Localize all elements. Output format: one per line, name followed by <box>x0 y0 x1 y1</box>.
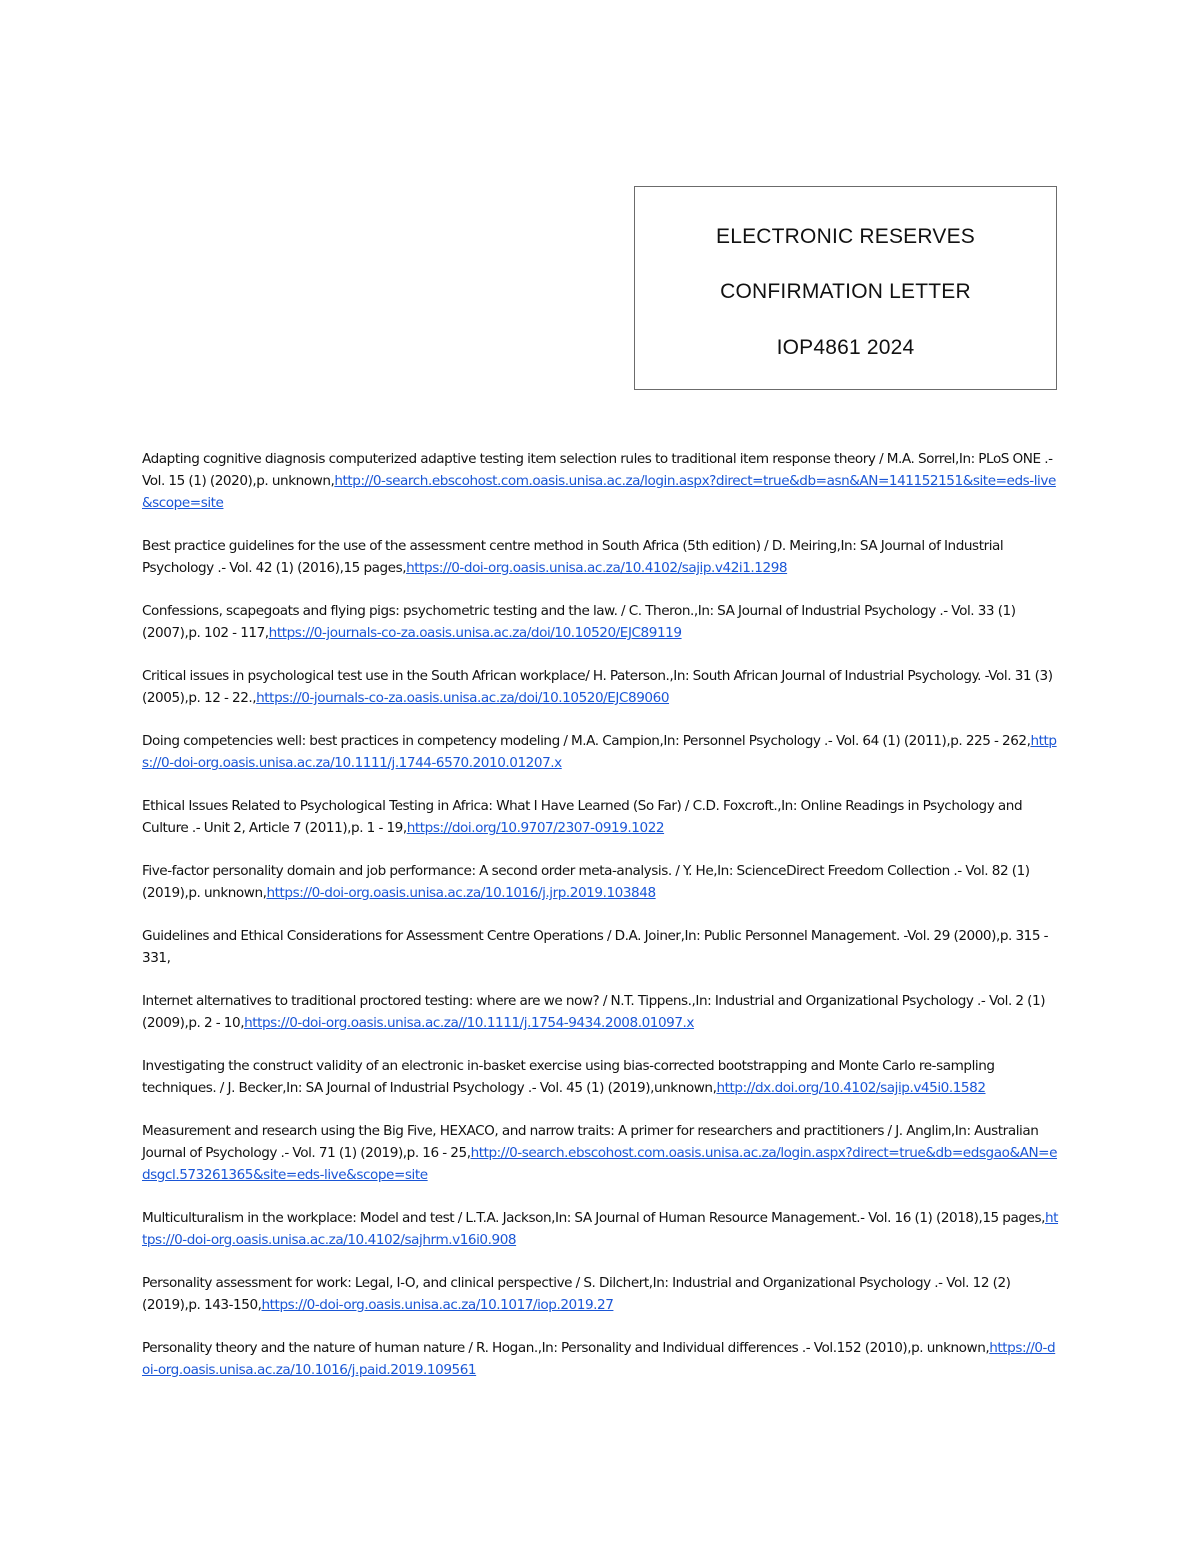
reference-link[interactable]: http://0-search.ebscohost.com.oasis.unisa.ac.za/login.aspx?direct=true&db=asn&AN=141152151&site=eds-live&scope=site <box>142 473 1056 511</box>
reference-link[interactable]: https://0-journals-co-za.oasis.unisa.ac.za/doi/10.10520/EJC89060 <box>256 690 670 706</box>
reference-link[interactable]: https://0-doi-org.oasis.unisa.ac.za/10.1016/j.paid.2019.109561 <box>142 1340 1056 1378</box>
reference-text: Guidelines and Ethical Considerations for Assessment Centre Operations / D.A. Joiner,In: Public Personnel Management. -Vol. 29 (2000),p. 315 - 331, <box>142 928 1049 966</box>
reference-text: Confessions, scapegoats and flying pigs: psychometric testing and the law. / C. Theron.,In: SA Journal of Industrial Psychology .- Vol. 33 (1) (2007),p. 102 - 117, <box>142 603 1016 641</box>
reference-item <box>142 1337 1060 1381</box>
reference-link[interactable]: https://0-journals-co-za.oasis.unisa.ac.za/doi/10.10520/EJC89119 <box>268 625 682 641</box>
reference-link[interactable]: https://0-doi-org.oasis.unisa.ac.za/10.1016/j.jrp.2019.103848 <box>266 885 656 901</box>
reference-link[interactable]: https://0-doi-org.oasis.unisa.ac.za/10.4102/sajip.v42i1.1298 <box>406 560 788 576</box>
reference-link[interactable]: http://0-search.ebscohost.com.oasis.unisa.ac.za/login.aspx?direct=true&db=edsgao&AN=edsgcl.573261365&site=eds-live&scope=site <box>142 1145 1058 1183</box>
reference-text: Best practice guidelines for the use of the assessment centre method in South Africa (5th edition) / D. Meiring,In: SA Journal of Industrial Psychology .- Vol. 42 (1) (2016),15 pages, <box>142 538 1004 576</box>
reference-text: Multiculturalism in the workplace: Model and test / L.T.A. Jackson,In: SA Journal of Human Resource Management.- Vol. 16 (1) (2018),15 pages, <box>142 1210 1045 1226</box>
reference-list <box>142 448 1060 1402</box>
reference-text: Investigating the construct validity of an electronic in-basket exercise using bias-corrected bootstrapping and Monte Carlo re-sampling techniques. / J. Becker,In: SA Journal of Industrial Psychology .- Vol. 45 (1) (2019),unknown, <box>142 1058 995 1096</box>
reference-text: Personality theory and the nature of human nature / R. Hogan.,In: Personality and Individual differences .- Vol.152 (2010),p. unknown, <box>142 1340 990 1356</box>
reference-item <box>142 730 1060 774</box>
reference-link[interactable]: http://dx.doi.org/10.4102/sajip.v45i0.1582 <box>716 1080 986 1096</box>
reference-item <box>142 795 1060 839</box>
reference-item <box>142 600 1060 644</box>
reference-link[interactable]: https://0-doi-org.oasis.unisa.ac.za/10.1017/iop.2019.27 <box>261 1297 614 1313</box>
reference-link[interactable]: https://0-doi-org.oasis.unisa.ac.za//10.1111/j.1754-9434.2008.01097.x <box>244 1015 695 1031</box>
reference-item <box>142 1055 1060 1099</box>
reference-item <box>142 990 1060 1034</box>
reference-link[interactable]: https://0-doi-org.oasis.unisa.ac.za/10.1111/j.1744-6570.2010.01207.x <box>142 733 1057 771</box>
reference-text: Internet alternatives to traditional proctored testing: where are we now? / N.T. Tippens.,In: Industrial and Organizational Psychology .- Vol. 2 (1) (2009),p. 2 - 10, <box>142 993 1046 1031</box>
reference-item <box>142 448 1060 514</box>
reference-text: Doing competencies well: best practices in competency modeling / M.A. Campion,In: Personnel Psychology .- Vol. 64 (1) (2011),p. 225 - 262, <box>142 733 1031 749</box>
reference-item <box>142 925 1060 969</box>
reference-text: Adapting cognitive diagnosis computerized adaptive testing item selection rules to traditional item response theory / M.A. Sorrel,In: PLoS ONE .- Vol. 15 (1) (2020),p. unknown, <box>142 451 1053 489</box>
reference-item <box>142 535 1060 579</box>
reference-text: Measurement and research using the Big Five, HEXACO, and narrow traits: A primer for researchers and practitioners / J. Anglim,In: Australian Journal of Psychology .- Vol. 71 (1) (2019),p. 16 - 25, <box>142 1123 1039 1161</box>
title-course-code: IOP4861 2024 <box>776 336 915 359</box>
reference-text: Ethical Issues Related to Psychological Testing in Africa: What I Have Learned (So Far) / C.D. Foxcroft.,In: Online Readings in Psychology and Culture .- Unit 2, Article 7 (2011),p. 1 - 19, <box>142 798 1023 836</box>
reference-link[interactable]: https://0-doi-org.oasis.unisa.ac.za/10.4102/sajhrm.v16i0.908 <box>142 1210 1059 1248</box>
reference-item <box>142 1272 1060 1316</box>
reference-text: Critical issues in psychological test use in the South African workplace/ H. Paterson.,In: South African Journal of Industrial Psychology. -Vol. 31 (3) (2005),p. 12 - 22., <box>142 668 1053 706</box>
reference-item <box>142 1120 1060 1186</box>
reference-link[interactable]: https://doi.org/10.9707/2307-0919.1022 <box>406 820 665 836</box>
reference-item <box>142 1207 1060 1251</box>
reference-item <box>142 860 1060 904</box>
title-box <box>634 186 1057 390</box>
reference-item <box>142 665 1060 709</box>
title-electronic-reserves: ELECTRONIC RESERVES <box>716 225 975 248</box>
title-confirmation-letter: CONFIRMATION LETTER <box>720 280 971 303</box>
reference-text: Five-factor personality domain and job performance: A second order meta-analysis. / Y. He,In: ScienceDirect Freedom Collection .- Vol. 82 (1) (2019),p. unknown, <box>142 863 1030 901</box>
reference-text: Personality assessment for work: Legal, I-O, and clinical perspective / S. Dilchert,In: Industrial and Organizational Psychology .- Vol. 12 (2) (2019),p. 143-150, <box>142 1275 1011 1313</box>
